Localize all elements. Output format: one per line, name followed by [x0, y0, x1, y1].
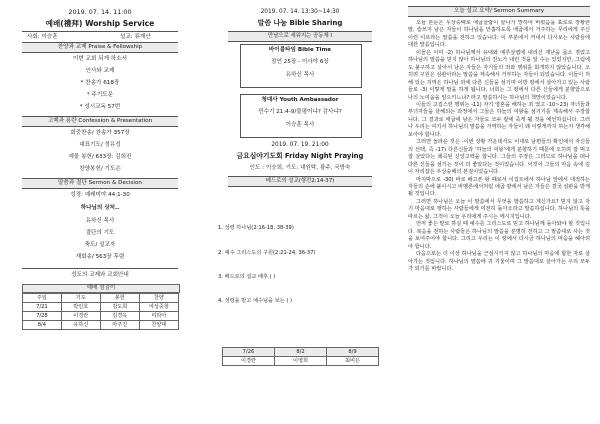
friday-leaders: 인도 : 이승희, 기도: 대원탁, 광주, 국방숙 [249, 165, 351, 171]
schedule-title: 예배 섬김이 [22, 284, 180, 293]
summary-heading: 오늘 설교 요약/ Sermon Summary [408, 6, 590, 17]
table-header-cell: 기도 [61, 294, 100, 303]
question-item: 1. 성령 하나님(2:16-18, 38-39) [218, 225, 294, 231]
closing-line: 성도의 교제와 교회안내 [71, 272, 129, 278]
bible-time-heading: 바이블타임 Bible Time [268, 47, 332, 53]
bible-time-text: 잠언 25장 - 이사야 6장 [271, 59, 329, 65]
youth-heading: 청대사 Youth Ambassador [261, 97, 339, 103]
bible-column [200, 0, 400, 424]
question-item: 3. 베드로의 설교 배후 ( ) [218, 274, 276, 280]
table-cell: 김도희 [100, 303, 139, 312]
summary-paragraph: 그러면 놀라운 것은 -이번 상황 가운데서도 이대로 남편들의 확인에서 자신들의 선택, 즉 -17) 다른신들과 '하늘의 여왕'에게 분향하기 때문에 오히려 잘 먹고 잘 살았다는 왜곡된 신앙고백을 합니다. 그들의 주장은 그러므로 하나님을 떠나 다른 신들을 섬기는 것이 더 좋았다는 것이었습니다. 이것이 그들의 마음 속에 깊이 자리잡은 우상숭배의 본질이었습니다. [408, 139, 590, 176]
table-header-cell: 주일 [23, 294, 62, 303]
order-item: 축도/ 설교자 [84, 242, 116, 248]
divider [22, 31, 178, 32]
bible-bar: 만남으로 세워지는 공동체 I [228, 31, 372, 42]
bible-time-leader: 유하신 목사 [285, 72, 315, 78]
order-item: * 성시교독 57번 [79, 104, 121, 110]
youth-text: 민수기 21:4-9/불평이냐? 감사냐? [258, 109, 342, 115]
table-cell: 8/2 [275, 348, 327, 357]
question-item: 2. 예수 그리스도의 구원(2:21-24, 36-37) [218, 250, 316, 256]
order-item: * 찬송가 618장 [80, 80, 120, 86]
summary-paragraph: 오늘 본문은 우상숭배로 애굽살람이 끝나가 망하여 버렸음을 표로로 장황한 말, 슬쓰지 남은 자들이 하나님을 만홉하도록 애굽에서 거주하는 무리에게 주신 이런 이르라는 말씀을 전하고 있습니다. 이 부분에서 꺼내서 다시보는 사람들에 대한 말씀입니다. [408, 20, 590, 49]
order-item: 인사와 교제 [85, 68, 115, 74]
summary-paragraph: 이들은 이미 -2) 하나님께서 유대와 예루살렘에 내리신 재난을 몸소 겪었고 하나님의 말씀을 믿지 않아 하나님의 진노가 내린 것을 알 수는 있었지만, 그럼에도 불구하고 살아서 남은 자들은 자기들의 죄와 행위를 회개하지 않았습니다. 오히려 구원은 심판이라는 말씀을 계속해서 거부하는 자들이 되었습니다. 이들이 처해 있는 지역은 하나님 외에 다른 신들을 섬기며 이방 땅에서 살아가고 있는 사람들로 -3) 이렇게 말을 하게 됩니다. 너희는 그 땅에서 다른 신들에게 분향함으로 나의 노여움을 일으키느냐? 라고 말씀하시는 하나님의 책망이었습니다. [408, 49, 590, 101]
order-item: 찬양봉헌/ 기도손 [79, 166, 121, 172]
table-row [23, 312, 179, 321]
section-heading-sermon: 말씀과 결단 Sermon & Decision [22, 178, 178, 189]
order-item: 유하신 목사 [85, 218, 115, 224]
worship-title: 예배(禮拜) Worship Service [45, 19, 155, 28]
order-item: 예물 봉헌/ 633장: 김희진 [68, 154, 132, 160]
table-cell: 8/9 [327, 348, 379, 357]
table-cell: 박인호 [61, 303, 100, 312]
worship-datetime: 2019. 07. 14. 11:00 [68, 8, 132, 16]
table-cell: 7/26 [223, 348, 275, 357]
table-cell: 마주진 [100, 321, 139, 330]
summary-paragraph: 먼저 좋은 말로 하실 때 예수를 그리스도로 믿고 하나님께 돌아와야 할 것입니다. 복음을 전하는 사람들은 하나님의 말씀을 분명히 전하고 그 말씀대로 사는 것을 보여주어야 합니다. 그리고 우리는 이 땅에서 다시금 하나님의 마음을 헤아려야 합니다. [408, 221, 590, 250]
summary-column [400, 0, 600, 424]
section-heading-praise: 찬양과 교제 Praise & Fellowship [22, 42, 178, 53]
worship-column [0, 0, 200, 424]
order-item: 성경: 예레미야 44:1-30 [70, 192, 130, 198]
preacher-label: 설교: 류재산 [120, 34, 151, 40]
table-row [223, 357, 379, 366]
order-item: 대표기도/ 정유성 [79, 142, 121, 148]
bible-datetime: 2019. 07. 14. 13:30~14:30 [260, 9, 340, 15]
table-cell: 이경란 [223, 357, 275, 366]
section-heading-confession: 고백과 용란 Confession & Presentation [22, 116, 178, 127]
order-item: 결단의 기도 [85, 230, 115, 236]
table-cell: 유하신 [61, 321, 100, 330]
order-item: 재회송/ 563장 후렴 [75, 254, 125, 260]
table-cell: 김경옥 [100, 312, 139, 321]
presider-label: 사회: 이승훈 [27, 34, 58, 40]
order-item: * 주기도문 [86, 92, 114, 98]
table-row [23, 321, 179, 330]
table-cell: 7/28 [23, 312, 62, 321]
order-item: 이번 교회 되게 하소서 [73, 56, 127, 62]
friday-title: 금요심야기도회 Friday Night Praying [236, 152, 364, 160]
table-header-cell: 봉헌 [100, 294, 139, 303]
table-row [23, 303, 179, 312]
friday-bar: 베드로의 설교(행전2:14-37) [228, 176, 372, 187]
order-item: 회중찬송/ 찬송가 357장 [70, 130, 130, 136]
question-item: 4. 성령을 받고 예수님을 보는 ( ) [218, 298, 293, 304]
table-cell: 이영희 [275, 357, 327, 366]
table-row [223, 348, 379, 357]
bible-title: 말씀 나눔 Bible Sharing [257, 19, 343, 27]
youth-leader: 이승훈 목사 [285, 122, 315, 128]
table-cell: 찬양대 [139, 321, 178, 330]
friday-datetime: 2019. 07. 19. 21:00 [271, 142, 329, 148]
summary-body [408, 20, 590, 420]
table-cell: 여성중창 [139, 303, 178, 312]
summary-paragraph: 이들의 고집스런 행위는 -11) 자기 영혼을 해하는 죄 였고 -10~23) 자녀들과 부녀자들을 살해되는 과정에서 그들은 하늘의 여왕을 섬기기를 계속해서 주장합니다. 그 결과로 애굽에 남은 자들도 모두 칼에 죽게 될 것을 예언하십니다. 그러나 우리는 여기서 하나님의 말씀을 거역하는 자들이 왜 이렇게까지 하는지 생각해보아야 합니다. [408, 101, 590, 138]
schedule-table [22, 293, 179, 330]
table-cell: 7/21 [23, 303, 62, 312]
summary-paragraph: 마지막으로 -30) 바로 배고픈 왕 때로서 이집트에서 하나님 앞에서 대적하는 자들의 손에 붙이시고 바벨론에서처럼 애굽 땅에서 남은 자들은 결국 심판을 받게 될 것입니다. [408, 176, 590, 198]
summary-paragraph: 그러면 하나님은 오늘 이 말씀에서 무엇을 말씀하고 계신가요? 믿지 않고 자기 마음대로 행하는 사람들에게 여전히 돌아오라고 말씀하십니다. 하나님의 뜻을 따르는 삶, 그것이 오늘 우리에게 주시는 메시지입니다. [408, 198, 590, 220]
friday-roster-table [222, 347, 379, 366]
divider [22, 268, 178, 269]
table-cell: 이경란 [61, 312, 100, 321]
table-cell: 최비은 [327, 357, 379, 366]
sermon-title: 하나님의 상처.. [80, 205, 120, 211]
table-cell: 8/4 [23, 321, 62, 330]
table-cell: 미라아 [139, 312, 178, 321]
summary-paragraph: 다음으로는 더 이상 하나님을 근심시키지 않고 하나님의 마음에 합한 자로 살아가는 것입니다. 하나님의 말씀에 귀 기울이며 그 말씀대로 살아가는 우리 모두가 되기를 바랍니다. [408, 251, 590, 272]
table-header-row [23, 294, 179, 303]
table-header-cell: 찬양 [139, 294, 178, 303]
